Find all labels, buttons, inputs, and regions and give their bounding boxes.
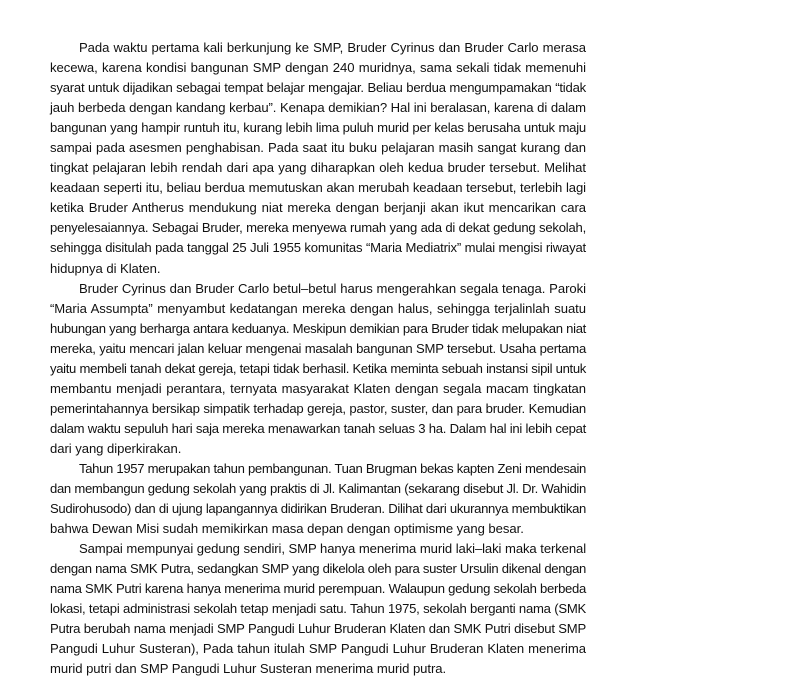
paragraph-4 (50, 539, 586, 679)
text-line: Sampai mempunyai gedung sendiri, SMP hanya menerima murid laki–laki maka terkenal (79, 541, 586, 557)
text-line: sampai pada asesmen penghabisan. Pada saat itu buku pelajaran masih sangat kurang dan (50, 140, 586, 156)
text-line: sehingga disitulah pada tanggal 25 Juli 1955 komunitas “Maria Mediatrix” mulai mengisi riwayat (50, 240, 586, 256)
text-line: bangunan yang hampir runtuh itu, kurang lebih lima puluh murid per kelas berusaha untuk maju (50, 120, 586, 136)
text-line: murid putri dan SMP Pangudi Luhur Susteran menerima murid putra. (50, 661, 447, 677)
document-body (50, 38, 586, 680)
text-line: Sudirohusodo) dan di ujung lapangannya didirikan Bruderan. Dilihat dari ukurannya membuktikan (50, 501, 586, 517)
text-line: yaitu membeli tanah dekat gereja, tetapi tidak berhasil. Ketika meminta sebuah instansi sipil untuk (50, 360, 586, 376)
text-line: mereka, yaitu mencari jalan keluar mengenai masalah bangunan SMP tersebut. Usaha pertama (50, 340, 586, 356)
text-line: Pada waktu pertama kali berkunjung ke SMP, Bruder Cyrinus dan Bruder Carlo merasa (79, 40, 586, 55)
text-line: nama SMK Putri karena hanya menerima murid perempuan. Walaupun gedung sekolah berbeda (50, 581, 586, 597)
text-line: membantu menjadi perantara, ternyata masyarakat Klaten dengan segala macam tingkatan (50, 380, 586, 396)
text-line: kecewa, karena kondisi bangunan SMP dengan 240 muridnya, sama sekali tidak memenuhi (50, 60, 586, 76)
text-line: Putra berubah nama menjadi SMP Pangudi Luhur Bruderan Klaten dan SMK Putri disebut SMP (50, 621, 586, 637)
text-line: jauh berbeda dengan kandang kerbau”. Kenapa demikian? Hal ini beralasan, karena di dalam (50, 100, 586, 116)
paragraph-3 (50, 459, 586, 539)
text-line: “Maria Assumpta” menyambut kedatangan mereka dengan halus, sehingga terjalinlah suatu (50, 300, 586, 316)
text-line: lokasi, tetapi administrasi sekolah tetap menjadi satu. Tahun 1975, sekolah berganti nama (SMK (50, 601, 586, 617)
text-line: tingkat pelajaran lebih rendah dari apa yang diharapkan oleh kedua bruder tersebut. Melihat (50, 160, 586, 176)
text-line: Pangudi Luhur Susteran), Pada tahun itulah SMP Pangudi Luhur Bruderan Klaten menerima (50, 641, 586, 657)
text-line: dan membangun gedung sekolah yang praktis di Jl. Kalimantan (sekarang disebut Jl. Dr. Wahidin (50, 481, 586, 497)
text-line: bahwa Dewan Misi sudah memikirkan masa depan dengan optimisme yang besar. (50, 521, 524, 537)
text-line: hubungan yang berharga antara keduanya. Meskipun demikian para Bruder tidak melupakan niat (50, 320, 586, 336)
text-line: dengan nama SMK Putra, sedangkan SMP yang dikelola oleh para suster Ursulin dikenal dengan (50, 561, 586, 577)
paragraph-1 (50, 38, 586, 279)
text-line: pemerintahannya bersikap simpatik terhadap gereja, pastor, suster, dan para bruder. Kemudian (50, 400, 586, 416)
text-line: Tahun 1957 merupakan tahun pembangunan. Tuan Brugman bekas kapten Zeni mendesain (79, 460, 586, 476)
text-line: ketika Bruder Antherus mendukung niat mereka dengan berjanji akan ikut mencarikan cara (50, 200, 586, 216)
text-line: dalam waktu sepuluh hari saja mereka menawarkan tanah seluas 3 ha. Dalam hal ini lebih cepat (50, 420, 586, 436)
text-line: keadaan seperti itu, beliau berdua memutuskan akan merubah keadaan tersebut, terlebih lagi (50, 180, 586, 196)
text-line: penyelesaiannya. Sebagai Bruder, mereka menyewa rumah yang ada di dekat gedung sekolah, (50, 220, 586, 236)
text-line: dari yang diperkirakan. (50, 440, 182, 456)
text-line: hidupnya di Klaten. (50, 260, 161, 276)
text-line: syarat untuk dijadikan sebagai tempat belajar mengajar. Beliau berdua mengumpamakan “tidak (50, 80, 586, 96)
paragraph-2 (50, 279, 586, 459)
text-line: Bruder Cyrinus dan Bruder Carlo betul–betul harus mengerahkan segala tenaga. Paroki (79, 280, 586, 296)
